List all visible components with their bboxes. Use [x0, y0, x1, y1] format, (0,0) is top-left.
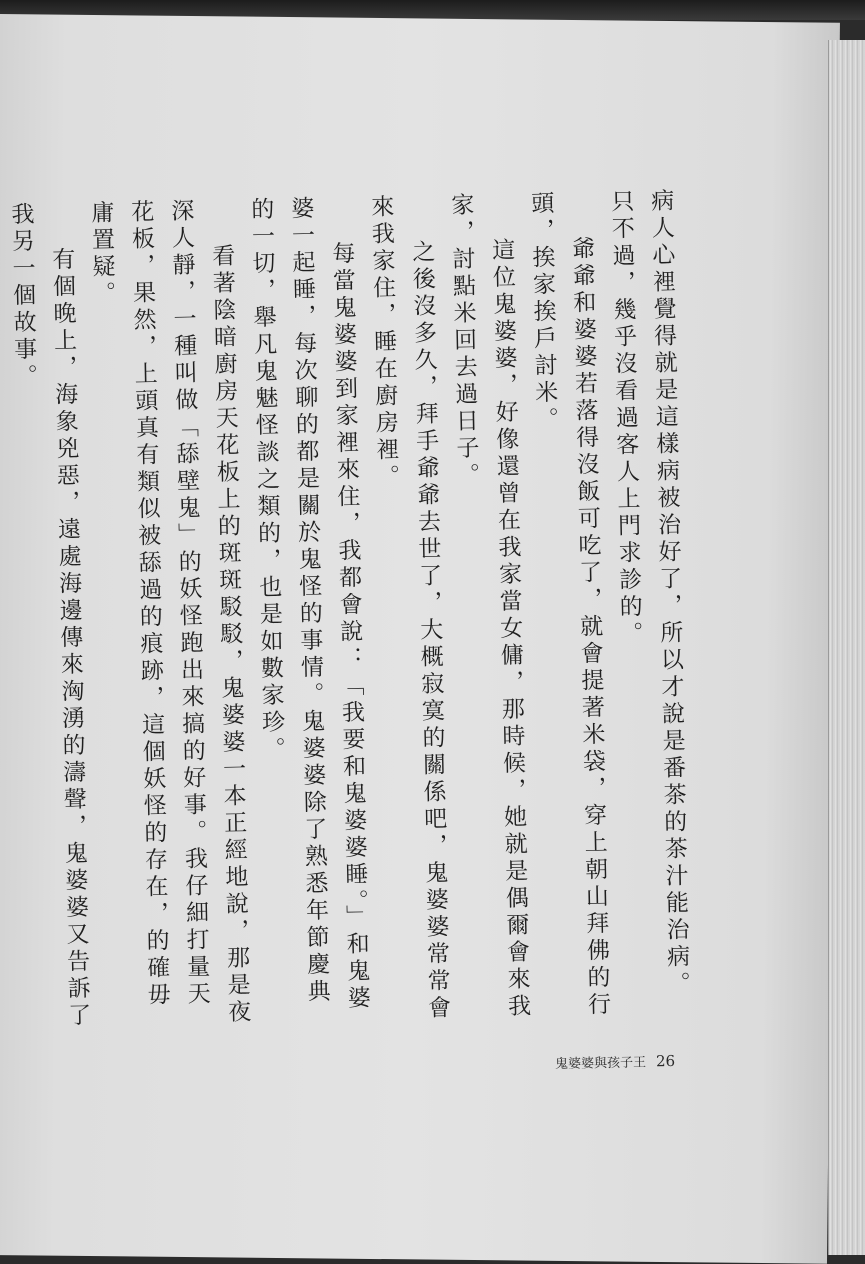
page-footer — [555, 1051, 675, 1072]
paragraph-2: 爺爺和婆婆若落得沒飯可吃了，就會提著米袋，穿上朝山拜佛的行頭，挨家挨戶討米。 — [527, 190, 611, 1020]
paragraph-7: 有個晚上，海象兇惡，遠處海邊傳來洶湧的濤聲，鬼婆婆又告訴了我另一個故事。 — [7, 201, 91, 1031]
paragraph-3: 這位鬼婆婆，好像還曾在我家當女傭，那時候，她就是偶爾會來我家，討點米回去過日子。 — [447, 192, 531, 1021]
paragraph-4: 之後沒多久，拜手爺爺去世了，大概寂寞的關係吧，鬼婆婆常常會來我家住，睡在廚房裡。 — [367, 194, 451, 1023]
paragraph-5: 每當鬼婆婆到家裡來住，我都會說：「我要和鬼婆婆睡。」和鬼婆婆一起睡，每次聊的都是關於鬼怪的事情。鬼婆婆除了熟悉年節慶典的一切，舉凡鬼魅怪談之類的，也是如數家珍。 — [247, 195, 371, 1013]
book-title: 鬼婆婆與孩子王 — [554, 1055, 647, 1073]
page-edges — [828, 40, 865, 1255]
page-number: 26 — [655, 1051, 676, 1071]
paragraph-6: 看著陰暗廚房天花板上的斑斑駁駁，鬼婆婆一本正經地說，那是夜深人靜，一種叫做「舔壁鬼」的妖怪跑出來搞的好事。我仔細打量天花板，果然，上頭真有類似被舔過的痕跡，這個妖怪的存在，的確毋庸置疑。 — [87, 198, 251, 1027]
paragraph-1: 病人心裡覺得就是這樣病被治好了，所以才說是番茶的茶汁能治病。只不過，幾乎沒看過客人上門求診的。 — [607, 188, 690, 999]
vertical-text-body — [0, 188, 697, 1032]
